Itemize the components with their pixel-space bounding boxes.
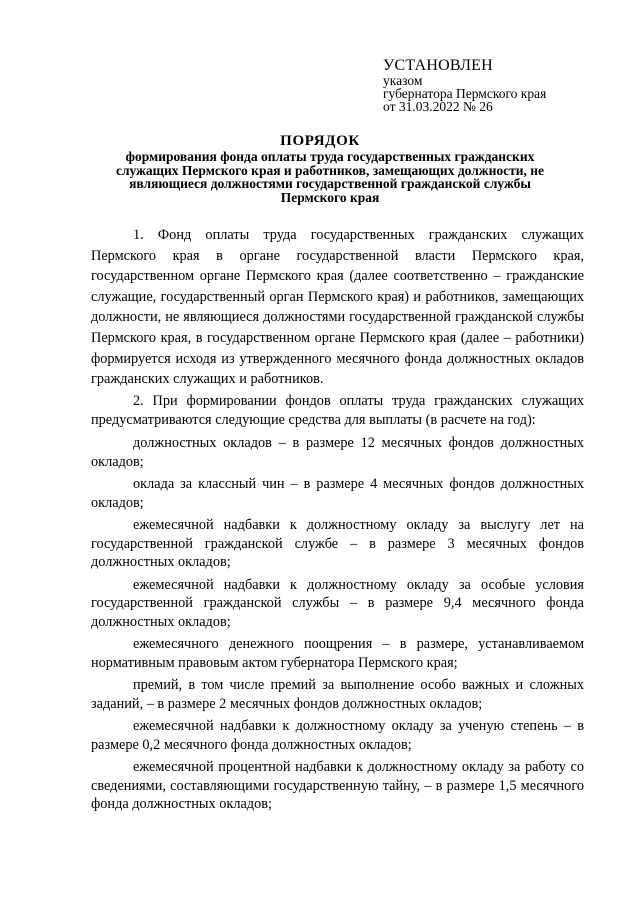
- approval-title: УСТАНОВЛЕН: [383, 57, 493, 74]
- document-body: [91, 225, 584, 814]
- approval-line-2: губернатора Пермского края: [383, 86, 547, 101]
- approval-line-1: указом: [383, 73, 423, 88]
- approval-stamp: [383, 58, 623, 113]
- approval-line-3: от 31.03.2022 № 26: [383, 99, 493, 114]
- list-item: ежемесячной надбавки к должностному окладу за особые условия государственной гражданской службы – в размере 9,4 месячного фонда должностных окладов;: [91, 576, 584, 630]
- list-item: оклада за классный чин – в размере 4 месячных фондов должностных окладов;: [91, 476, 584, 511]
- list-item: ежемесячного денежного поощрения – в размере, устанавливаемом нормативным правовым актом губернатора Пермского края;: [91, 636, 584, 671]
- list-item: ежемесячной надбавки к должностному окладу за выслугу лет на государственной гражданской службе – в размере 3 месячных фондов должностных окладов;: [91, 517, 584, 571]
- list-item: ежемесячной надбавки к должностному окладу за ученую степень – в размере 0,2 месячного фонда должностных окладов;: [91, 718, 584, 753]
- paragraph-2: 2. При формировании фондов оплаты труда гражданских служащих предусматриваются следующие средства для выплаты (в расчете на год):: [91, 392, 584, 428]
- document-subtitle: формирования фонда оплаты труда государственных гражданских служащих Пермского края и работников, замещающих должности, не являющиеся должностями государственной гражданской службы Пермского края: [115, 149, 545, 205]
- document-title: ПОРЯДОК: [280, 133, 360, 149]
- list-item: премий, в том числе премий за выполнение особо важных и сложных заданий, – в размере 2 месячных фондов должностных окладов;: [91, 677, 584, 712]
- list-item: ежемесячной процентной надбавки к должностному окладу за работу со сведениями, составляющими государственную тайну, – в размере 1,5 месячного фонда должностных окладов;: [91, 759, 584, 813]
- list-item: должностных окладов – в размере 12 месячных фондов должностных окладов;: [91, 435, 584, 470]
- paragraph-1: 1. Фонд оплаты труда государственных гражданских служащих Пермского края в органе государственной власти Пермского края, государственном органе Пермского края (далее соответственно – гражданские служащие, государственный орган Пермского края) и работников, замещающих должности, не являющиеся должностями государственной гражданской службы Пермского края, в государственном органе Пермского края (далее – работники) формируется исходя из утвержденного месячного фонда должностных окладов гражданских служащих и работников.: [91, 227, 584, 388]
